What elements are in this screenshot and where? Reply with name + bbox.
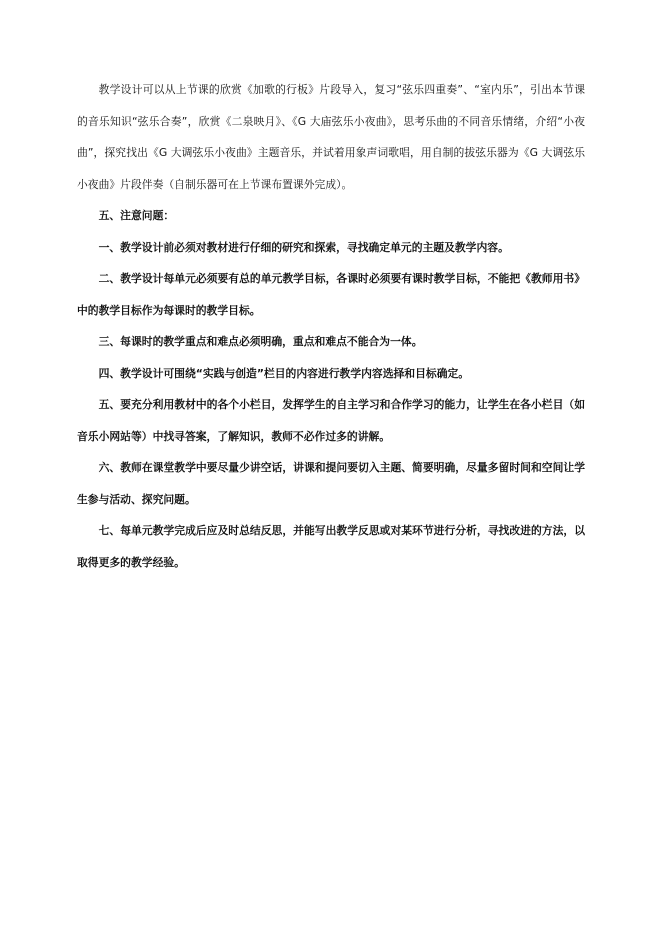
note-item-3: 三、每课时的教学重点和难点必须明确，重点和难点不能合为一体。 bbox=[98, 335, 423, 348]
note-item-4: 四、教学设计可围绕“实践与创造”栏目的内容进行教学内容选择和目标确定。 bbox=[98, 366, 470, 380]
section-heading-notes: 五、注意问题： bbox=[98, 209, 175, 222]
note-item-7: 七、每单元教学完成后应及时总结反思，并能写出教学反思或对某环节进行分析，寻找改进的方法，以取得更多的教学经验。 bbox=[77, 524, 585, 569]
note-item-1: 一、教学设计前必须对教材进行仔细的研究和探索，寻找确定单元的主题及教学内容。 bbox=[98, 240, 509, 254]
note-item-6: 六、教师在课堂教学中要尽量少讲空话，讲课和提问要切入主题、简要明确，尽量多留时间和空间让学生参与活动、探究问题。 bbox=[77, 461, 585, 506]
intro-paragraph: 教学设计可以从上节课的欣赏《加歌的行板》片段导入，复习“弦乐四重奏”、“室内乐”，引出本节课的音乐知识“弦乐合奏”，欣赏《二泉映月》、《G 大庙弦乐小夜曲》，思考乐曲的不同音乐情绪，介绍“小夜曲”，探究找出《G 大调弦乐小夜曲》主题音乐，并试着用象声词歌唱，用自制的拔弦乐器为《G 大调弦乐小夜曲》片段伴奏（自制乐器可在上节课布置课外完成）。 bbox=[77, 83, 585, 191]
document-body bbox=[77, 74, 585, 578]
note-item-2: 二、教学设计每单元必须要有总的单元教学目标，各课时必须要有课时教学目标，不能把《教师用书》中的教学目标作为每课时的教学目标。 bbox=[77, 272, 585, 317]
note-item-5: 五、要充分利用教材中的各个小栏目，发挥学生的自主学习和合作学习的能力，让学生在各小栏目（如音乐小网站等）中找寻答案，了解知识，教师不必作过多的讲解。 bbox=[77, 398, 585, 443]
